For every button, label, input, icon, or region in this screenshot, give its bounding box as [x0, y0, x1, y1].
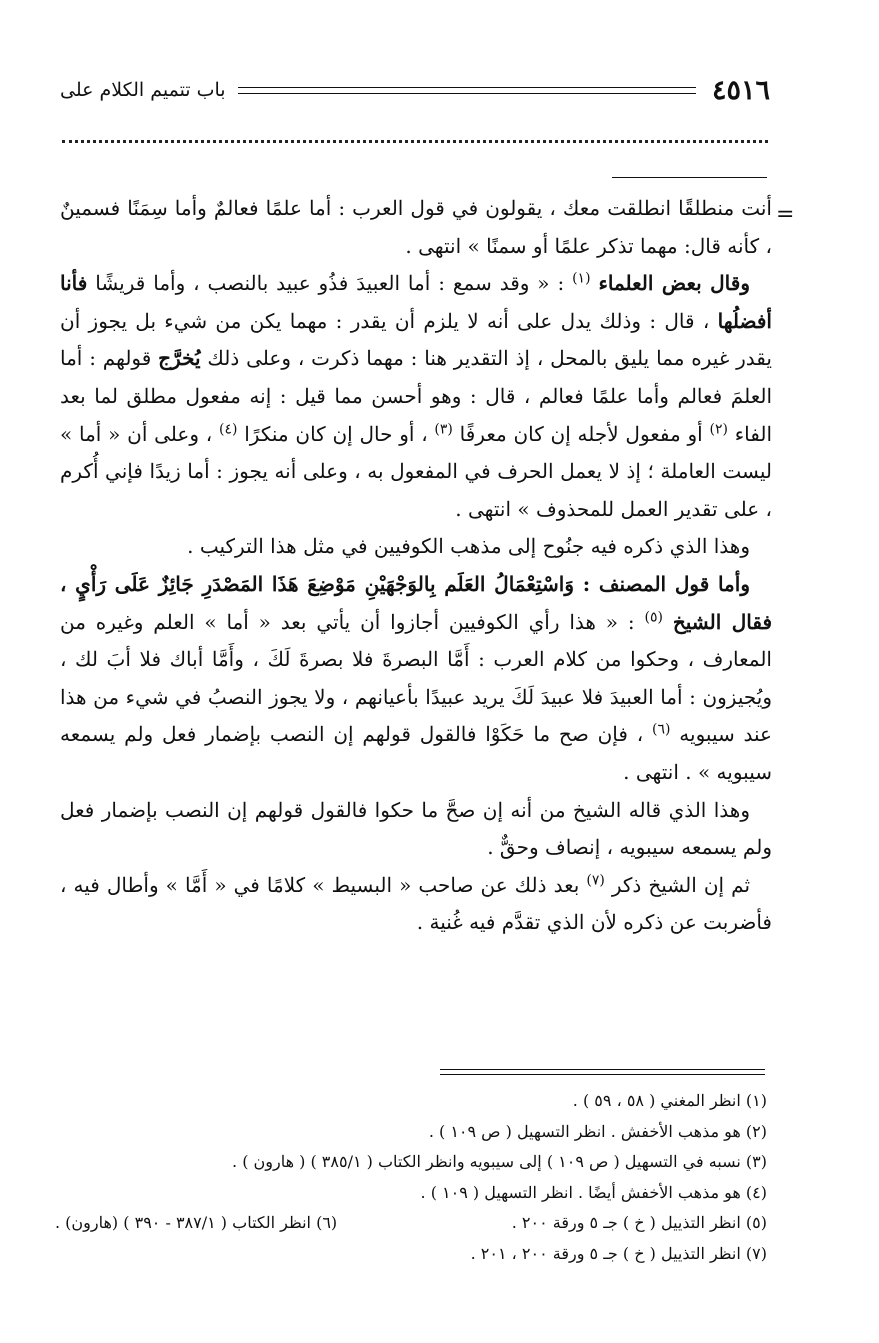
footnote-ref: (٧) [586, 872, 605, 889]
paragraph-6 [60, 867, 772, 942]
text-run: : « هذا رأي الكوفيين أجازوا أن يأتي بعد « أما » العلم وغيره من المعارف ، وحكوا من كلام العرب : أَمَّا البصرةَ فلا بصرةَ لَكَ ، وأَمَّا أباك فلا أبَ لك ، ويُجيزون : أما العبيدَ فلا عبيدَ لَكَ يريد عبيدًا بأعيانهم ، ولا يجوز النصبُ في شيء من هذا عند سيبويه [60, 609, 772, 747]
text-run: ، أو حال إن كان منكرًا [244, 421, 435, 446]
bold-run: يُخرَّج [158, 346, 201, 371]
paragraph-3: وهذا الذي ذكره فيه جنُوح إلى مذهب الكوفيين في مثل هذا التركيب . [187, 534, 750, 559]
footnote-2: (٢) هو مذهب الأخفش . انظر التسهيل ( ص ١٠٩ ) . [428, 1121, 767, 1141]
continuation-mark: = [776, 202, 795, 227]
footnote-6: (٦) انظر الكتاب ( ٣٨٧/١ - ٣٩٠ ) (هارون) . [55, 1213, 338, 1233]
footnote-7: (٧) انظر التذييل ( خ ) جـ ٥ ورقة ٢٠٠ ، ٢٠١ . [470, 1243, 767, 1263]
text-run: : « وقد سمع : أما العبيدَ فذُو عبيد بالنصب ، وأما قريشًا [87, 271, 573, 296]
page-number: ٤٥١٦ [711, 74, 770, 106]
footnote-rule [440, 1069, 765, 1075]
bold-lead: وقال بعض العلماء [598, 271, 750, 296]
header-title: باب تتميم الكلام على [60, 79, 226, 101]
footnote-1: (١) انظر المغني ( ٥٨ ، ٥٩ ) . [572, 1091, 767, 1110]
footnote-ref: (٢) [709, 420, 728, 437]
running-header [60, 70, 770, 110]
continuation-rule [612, 177, 767, 178]
footnotes [55, 1086, 767, 1270]
text-run: ، وعلى أن « أما » ليست العاملة ؛ إذ لا يعمل الحرف في المفعول به ، وعلى أنه يجوز : أما زيدًا فإني أُكرم ، على تقدير العمل للمحذوف » انتهى . [60, 421, 772, 521]
footnote-ref: (٥) [644, 608, 663, 625]
bold-lead: فقال الشيخ [672, 609, 773, 634]
footnote-row-5-6 [55, 1208, 767, 1239]
footnote-ref: (٤) [219, 420, 238, 437]
bold-run: فأنا أفضلُها [60, 271, 772, 333]
text-run: ثم إن الشيخ ذكر [611, 872, 751, 897]
text-run: ، فإن صح ما حَكَوْا فالقول قولهم إن النصب بإضمار فعل ولم يسمعه سيبويه » . انتهى . [60, 722, 772, 784]
footnote-3: (٣) نسبه في التسهيل ( ص ١٠٩ ) إلى سيبويه وانظر الكتاب ( ٣٨٥/١ ) ( هارون ) . [232, 1152, 767, 1172]
text-run: أو مفعول لأجله إن كان معرفًا [459, 421, 710, 446]
footnote-ref: (٦) [652, 721, 671, 738]
paragraph-4 [60, 566, 772, 792]
dotted-separator [62, 140, 768, 143]
header-rule [238, 87, 696, 94]
main-text [60, 190, 772, 942]
footnote-ref: (٣) [434, 420, 453, 437]
text-run: ، قال : وذلك يدل على أنه لا يلزم أن يقدر : مهما يكن من شيء بل يجوز أن يقدر غيره مما يليق بالمحل ، إذ التقدير هنا : مهما ذكرت ، وعلى ذلك [60, 308, 772, 371]
footnote-ref: (١) [572, 270, 591, 287]
footnote-4: (٤) هو مذهب الأخفش أيضًا . انظر التسهيل ( ١٠٩ ) . [420, 1182, 767, 1202]
footnote-5: (٥) انظر التذييل ( خ ) جـ ٥ ورقة ٢٠٠ . [511, 1213, 767, 1233]
bold-quote: وأما قول المصنف : وَاسْتِعْمَالُ العَلَم بِالوَجْهَيْنِ مَوْضِعَ هَذَا المَصْدَرِ جَائِزٌ عَلَى رَأْيٍ ، [60, 571, 750, 596]
text-run: قولهم : أما العلمَ فعالم وأما علمًا فعالم ، قال : وهو أحسن مما قيل : إنه مفعول مطلق لما بعد الفاء [60, 346, 772, 446]
paragraph-1: أنت منطلقًا انطلقت معك ، يقولون في قول العرب : أما علمًا فعالمٌ وأما سِمَنًا فسمينٌ ، كأنه قال: مهما تذكر علمًا أو سمنًا » انتهى . [60, 196, 772, 258]
paragraph-2 [60, 265, 772, 528]
text-run: بعد ذلك عن صاحب « البسيط » كلامًا في « أَمَّا » وأطال فيه ، فأضربت عن ذكره لأن الذي تقدَّم فيه غُنية . [60, 872, 772, 935]
paragraph-5: وهذا الذي قاله الشيخ من أنه إن صحَّ ما حكوا فالقول قولهم إن النصب بإضمار فعل ولم يسمعه سيبويه ، إنصاف وحقٌّ . [60, 797, 772, 860]
